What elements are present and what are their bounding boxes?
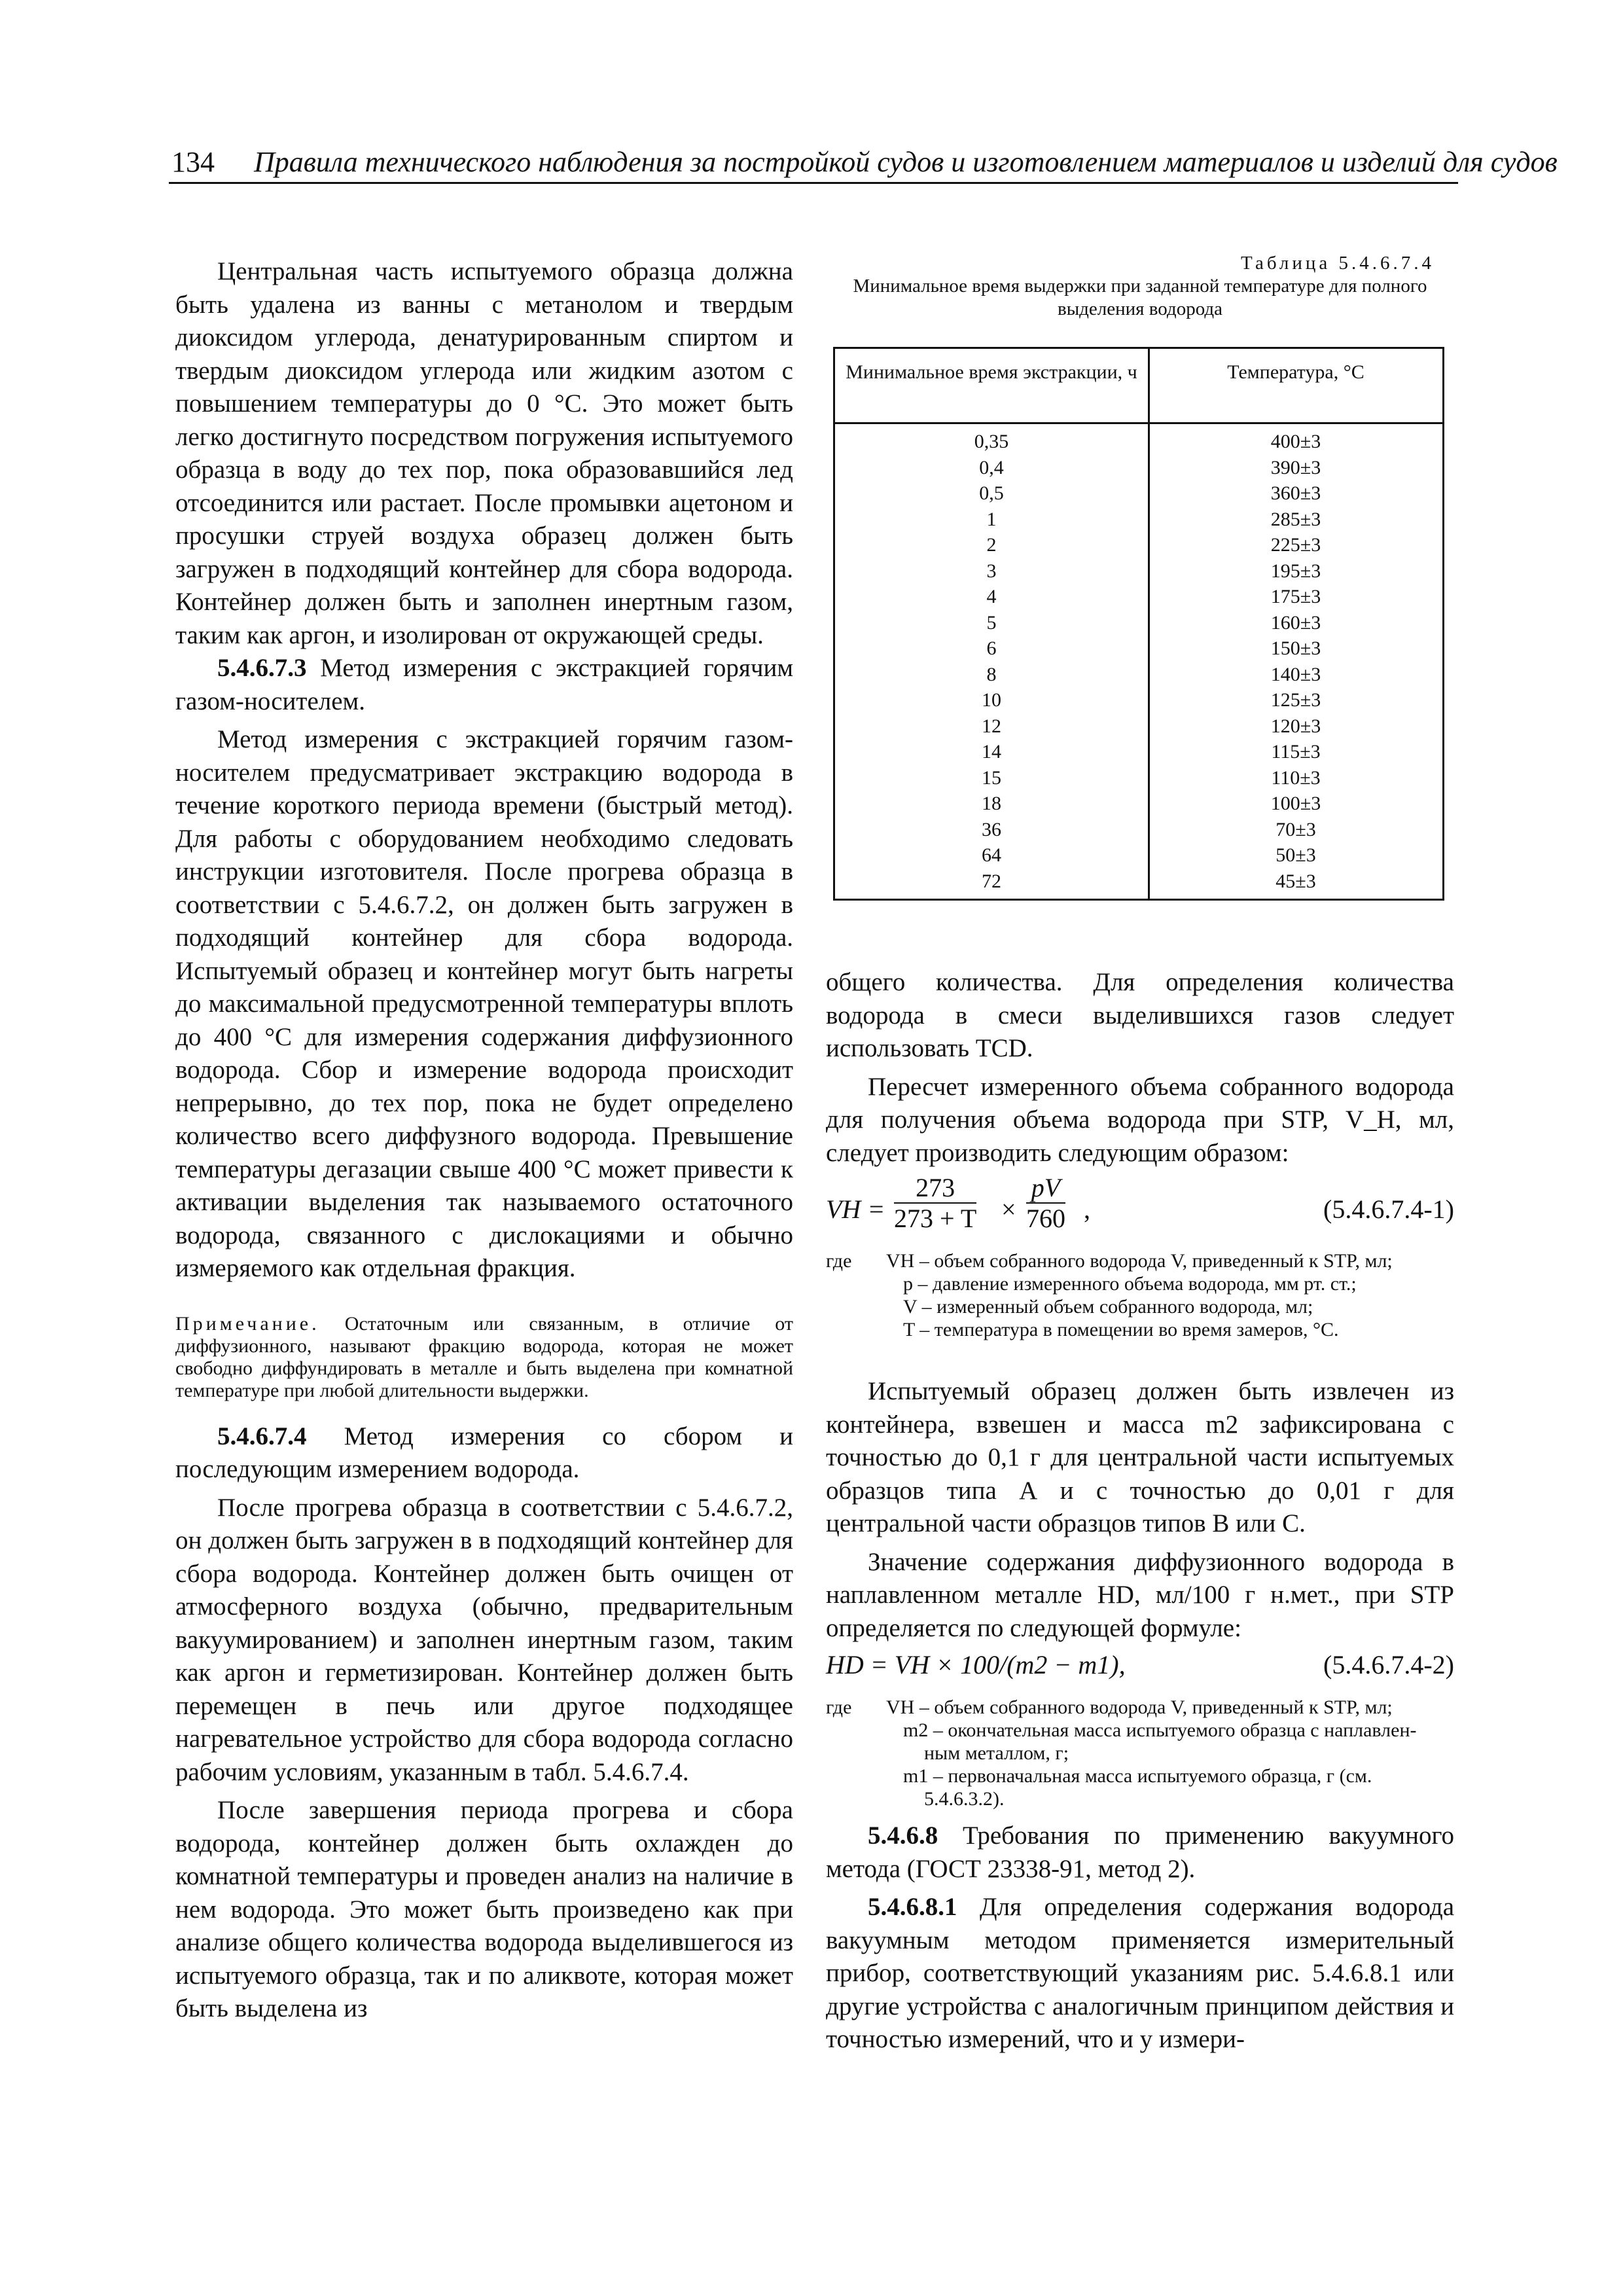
cell-temperature: 50±3 <box>1275 844 1316 866</box>
table-row <box>835 558 1442 584</box>
cell-time: 18 <box>982 793 1001 814</box>
formula-5-4-6-7-4-2 <box>826 1649 1454 1688</box>
comma: , <box>1084 1194 1090 1224</box>
fraction-2 <box>1026 1174 1065 1234</box>
cell-time: 1 <box>986 508 997 530</box>
table-row <box>835 662 1442 688</box>
cell-time: 14 <box>982 741 1001 762</box>
where-word: где <box>826 1250 852 1272</box>
cell-temperature: 125±3 <box>1270 689 1321 711</box>
section-title: Метод измерения со сбором и последующим измерением водорода. <box>175 1422 793 1483</box>
table-caption <box>826 252 1454 321</box>
section-5-4-6-8-1 <box>826 1891 1454 2056</box>
cell-time: 0,4 <box>979 456 1004 478</box>
note <box>175 1313 793 1402</box>
section-number: 5.4.6.8 <box>868 1821 938 1850</box>
numerator: pV <box>1026 1174 1065 1204</box>
legend-item: VH – объем собранного водорода V, приведенный к STP, мл; <box>886 1250 1393 1272</box>
table-title: Минимальное время выдержки при заданной температуре для полного выделения водорода <box>853 276 1427 319</box>
cell-temperature: 195±3 <box>1270 560 1321 582</box>
legend-item: ным металлом, г; <box>924 1742 1069 1764</box>
cell-time: 64 <box>982 844 1001 866</box>
denominator: 273 + T <box>894 1204 977 1233</box>
cell-temperature: 225±3 <box>1270 534 1321 556</box>
table-row <box>835 739 1442 765</box>
formula-number: (5.4.6.7.4-2) <box>1323 1650 1454 1679</box>
paragraph: Метод измерения с экстракцией горячим газом-носителем предусматривает экстракцию водорода в течение короткого периода времени (быстрый метод). Для работы с оборудованием необходимо следовать инструкции изготовителя. После прогрева образца в соответствии с 5.4.6.7.2, он должен быть загружен в подходящий контейнер для сбора водорода. Испытуемый образец и контейнер могут быть нагреты до максимальной предусмотренной температуры вплоть до 400 °С для измерения содержания диффузионного водорода. Сбор и измерение водорода происходит непрерывно, до тех пор, пока не будет определено количество всего диффузного водорода. Превышение температуры дегазации свыше 400 °С может привести к активации выделения так называемого остаточного водорода, связанного с дислокациями и обычно измеряемого как отдельная фракция. <box>175 725 793 1282</box>
table-header <box>835 349 1442 424</box>
section-5-4-6-8 <box>826 1820 1454 1886</box>
cell-time: 10 <box>982 689 1001 711</box>
table-row <box>835 480 1442 507</box>
numerator: 273 <box>894 1174 976 1204</box>
paragraph: общего количества. Для определения количества водорода в смеси выделившихся газов следует использовать TCD. <box>826 968 1454 1062</box>
legend-item: VH – объем собранного водорода V, приведенный к STP, мл; <box>886 1696 1393 1718</box>
table-row <box>835 869 1442 895</box>
extraction-time-table <box>833 347 1444 901</box>
table-row <box>835 791 1442 817</box>
cell-time: 4 <box>986 586 997 607</box>
cell-temperature: 285±3 <box>1270 508 1321 530</box>
paragraph: После прогрева образца в соответствии с 5.4.6.7.2, он должен быть загружен в в подходящий контейнер для сбора водорода. Контейнер должен быть очищен от атмосферного воздуха (обычно, предварительным вакуумированием) и заполнен инертным газом, таким как аргон и герметизирован. Контейнер должен быть перемещен в печь или другое подходящее нагревательное устройство для сбора водорода согласно рабочим условиям, указанным в табл. 5.4.6.7.4. <box>175 1493 793 1786</box>
cell-time: 72 <box>982 870 1001 892</box>
section-number: 5.4.6.8.1 <box>868 1893 957 1921</box>
formula-5-4-6-7-4-1 <box>826 1174 1454 1242</box>
legend-item: p – давление измеренного объема водорода, мм рт. ст.; <box>903 1273 1357 1295</box>
times-sign: × <box>1001 1194 1016 1224</box>
cell-temperature: 390±3 <box>1270 456 1321 478</box>
cell-temperature: 45±3 <box>1275 870 1316 892</box>
section-text: Для определения содержания водорода вакуумным методом применяется измерительный прибор, соответствующий указаниям рис. 5.4.6.8.1 или другие устройства с аналогичным принципом действия и точностью измерений, что и у измери- <box>826 1893 1454 2053</box>
cell-time: 0,35 <box>974 431 1009 452</box>
legend-item: m2 – окончательная масса испытуемого образца с наплавлен- <box>903 1719 1417 1741</box>
paragraph: Центральная часть испытуемого образца должна быть удалена из ванны с метанолом и твердым диоксидом углерода, денатурированным спиртом и твердым диоксидом углерода или жидким азотом с повышением температуры до 0 °С. Это может быть легко достигнуто посредством погружения испытуемого образца в воду до тех пор, пока образовавшийся лед отсоединится или растает. После промывки ацетоном и просушки струей воздуха образец должен быть загружен в подходящий контейнер для сбора водорода. Контейнер должен быть и заполнен инертным газом, таким как аргон, и изолирован от окружающей среды. <box>175 257 793 649</box>
header-rule <box>169 182 1458 184</box>
legend-item: 5.4.6.3.2). <box>924 1788 1005 1810</box>
cell-time: 2 <box>986 534 997 556</box>
cell-temperature: 175±3 <box>1270 586 1321 607</box>
section-number: 5.4.6.7.3 <box>217 654 307 682</box>
cell-temperature: 400±3 <box>1270 431 1321 452</box>
column-header-temperature: Температура, °С <box>1227 361 1364 383</box>
cell-time: 6 <box>986 637 997 659</box>
table-row <box>835 532 1442 558</box>
note-text: Остаточным или связанным, в отличие от диффузионного, называют фракцию водорода, которая не может свободно диффундировать в металле и быть выделена при комнатной температуре при любой длительности выдержки. <box>175 1312 794 1401</box>
table-row <box>835 817 1442 843</box>
table-row <box>835 636 1442 662</box>
cell-time: 0,5 <box>979 482 1004 504</box>
cell-time: 8 <box>986 663 997 685</box>
table-row <box>835 429 1442 455</box>
table-row <box>835 842 1442 869</box>
cell-temperature: 70±3 <box>1275 818 1316 840</box>
note-label: Примечание. <box>175 1312 320 1335</box>
paragraph: После завершения периода прогрева и сбора водорода, контейнер должен быть охлажден до комнатной температуры и проведен анализ на наличие в нем водорода. Это может быть произведено как при анализе общего количества водорода выделившегося из испытуемого образца, так и по аликвоте, которая может быть выделена из <box>175 1796 793 2022</box>
table-row <box>835 610 1442 636</box>
cell-temperature: 140±3 <box>1270 663 1321 685</box>
section-5-4-6-7-4 <box>175 1420 793 1486</box>
page-number: 134 <box>171 146 215 178</box>
table-body <box>835 429 1442 894</box>
table-row <box>835 687 1442 713</box>
cell-temperature: 110±3 <box>1271 766 1321 789</box>
cell-time: 12 <box>982 715 1001 737</box>
denominator: 760 <box>1026 1204 1065 1233</box>
paragraph: Значение содержания диффузионного водорода в наплавленном металле HD, мл/100 г н.мет., при STP определяется по следующей формуле: <box>826 1547 1454 1642</box>
legend-item: V – измеренный объем собранного водорода, мл; <box>903 1296 1313 1318</box>
cell-time: 5 <box>986 611 997 634</box>
cell-time: 3 <box>986 560 997 582</box>
right-column <box>826 966 1454 2056</box>
legend-item: T – температура в помещении во время замеров, °С. <box>903 1319 1339 1340</box>
table-row <box>835 765 1442 791</box>
where-word: где <box>826 1696 852 1718</box>
table-row <box>835 584 1442 610</box>
cell-temperature: 160±3 <box>1270 611 1321 634</box>
cell-temperature: 115±3 <box>1271 741 1321 762</box>
fraction-1 <box>894 1174 976 1234</box>
cell-temperature: 120±3 <box>1270 715 1321 737</box>
running-title: Правила технического наблюдения за постройкой судов и изготовлением материалов и изделий для судов <box>254 146 1558 178</box>
section-title: Метод измерения с экстракцией горячим газом-носителем. <box>175 654 794 715</box>
left-column <box>175 255 793 2026</box>
formula-legend-2 <box>826 1696 1454 1810</box>
formula-lhs: VH = <box>826 1194 885 1224</box>
cell-temperature: 150±3 <box>1270 637 1321 659</box>
table-row <box>835 455 1442 481</box>
table-row <box>835 507 1442 533</box>
table-number: Таблица 5.4.6.7.4 <box>1240 253 1435 274</box>
cell-temperature: 100±3 <box>1270 793 1321 814</box>
section-number: 5.4.6.7.4 <box>217 1422 307 1450</box>
paragraph: Пересчет измеренного объема собранного водорода для получения объема водорода при STP, V_H, мл, следует производить следующим образом: <box>826 1072 1454 1167</box>
cell-time: 15 <box>982 766 1001 789</box>
column-header-time: Минимальное время экстракции, ч <box>846 361 1137 383</box>
cell-temperature: 360±3 <box>1270 482 1321 504</box>
formula-number: (5.4.6.7.4-1) <box>1323 1194 1454 1224</box>
table-row <box>835 713 1442 740</box>
paragraph: Испытуемый образец должен быть извлечен из контейнера, взвешен и масса m2 зафиксирована с точностью до 0,1 г для центральной части испытуемых образцов типа А и с точностью до 0,01 г для центральной части образцов типов В или С. <box>826 1377 1454 1537</box>
formula-expression: HD = VH × 100/(m2 − m1), <box>826 1650 1126 1679</box>
section-title: Требования по применению вакуумного метода (ГОСТ 23338-91, метод 2). <box>826 1821 1454 1883</box>
page-header <box>169 145 1558 187</box>
section-5-4-6-7-3 <box>175 652 793 718</box>
formula-legend-1 <box>826 1249 1454 1341</box>
legend-item: m1 – первоначальная масса испытуемого образца, г (см. <box>903 1765 1372 1787</box>
cell-time: 36 <box>982 818 1001 840</box>
